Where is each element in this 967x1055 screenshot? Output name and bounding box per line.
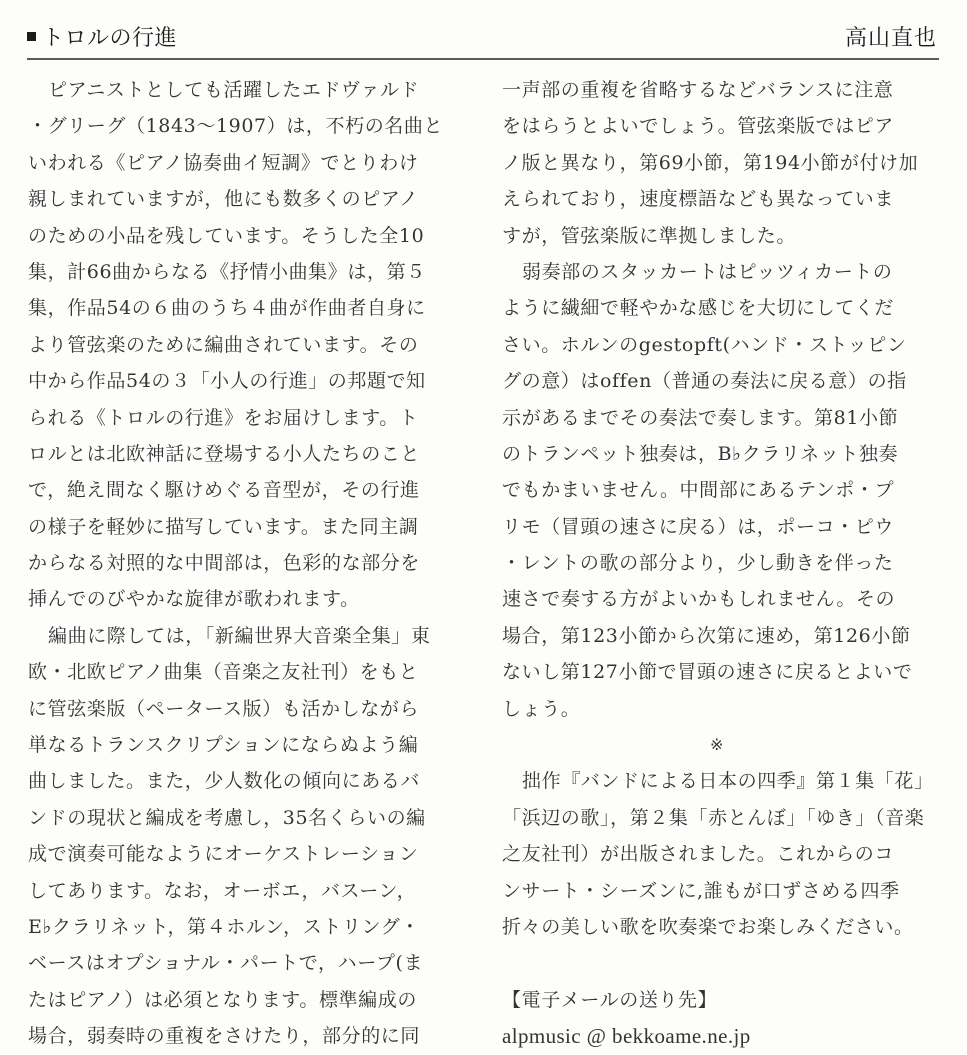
text-line: のトランペット独奏は，B♭クラリネット独奏 (502, 442, 899, 465)
right-column (502, 72, 942, 1055)
text-line: 示があるまでその奏法で奏します。第81小節 (502, 406, 899, 429)
text-line: 「浜辺の歌」，第２集「赤とんぼ」「ゆき」（音楽 (502, 806, 925, 829)
text-line: 拙作『バンドによる日本の四季』第１集「花」 (522, 770, 934, 793)
spacer (502, 945, 942, 981)
text-line: ように繊細で軽やかな感じを大切にしてくだ (502, 297, 895, 320)
text-line: E♭クラリネット，第４ホルン，ストリング・ (28, 915, 420, 938)
text-line: ンサート・シーズンに,誰もが口ずさめる四季 (502, 879, 900, 902)
text-line: えられており，速度標語なども異なっていま (502, 188, 895, 211)
text-line: ・レントの歌の部分より，少し動きを伴った (502, 552, 894, 575)
text-line: 集，作品54の６曲のうち４曲が作曲者自身に (28, 297, 426, 320)
author-name: 高山直也 (844, 26, 937, 51)
section-separator-icon: ※ (709, 735, 724, 755)
text-line: の様子を軽妙に描写しています。また同主調 (28, 515, 419, 538)
text-line: からなる対照的な中間部は，色彩的な部分を (28, 552, 421, 575)
text-line: リモ（冒頭の速さに戻る）は，ポーコ・ピウ (502, 515, 895, 538)
text-line: たはピアノ）は必須となります。標準編成の (28, 988, 417, 1011)
text-line: 欧・北欧ピアノ曲集（音楽之友社刊）をもと (28, 661, 419, 684)
text-line: してあります。なお，オーボエ，バスーン， (28, 879, 417, 902)
article-title (27, 21, 177, 52)
text-line: すが，管弦楽版に準拠しました。 (502, 224, 797, 247)
text-line: のための小品を残しています。そうした全10 (28, 224, 425, 247)
text-line: 単なるトランスクリプションにならぬよう編 (28, 734, 419, 757)
left-column (28, 72, 468, 1055)
text-line: さい。ホルンのgestopft(ハンド・ストッピン (502, 333, 907, 356)
text-line: 中から作品54の３「小人の行進」の邦題で知 (28, 370, 426, 393)
text-line: 挿んでのびやかな旋律が歌われます。 (28, 588, 360, 611)
text-line: 編曲に際しては，「新編世界大音楽全集」東 (48, 624, 431, 647)
text-line: ベースはオプショナル・パートで，ハープ(ま (28, 952, 424, 975)
text-line: 場合，第123小節から次第に速め，第126小節 (502, 624, 911, 647)
text-line: でもかまいません。中間部にあるテンポ・プ (502, 479, 895, 502)
text-line: ピアニストとしても活躍したエドヴァルド (48, 79, 420, 101)
page-header (27, 18, 939, 60)
text-line: ンドの現状と編成を考慮し，35名くらいの編 (28, 806, 426, 829)
text-line: しょう。 (502, 697, 581, 720)
text-line: 成で演奏可能なようにオーケストレーション (28, 843, 419, 866)
email-address: alpmusic @ bekkoame.ne.jp (502, 1024, 751, 1049)
text-line: 曲しました。また，少人数化の傾向にあるバ (28, 770, 421, 793)
text-line: 一声部の重複を省略するなどバランスに注意 (502, 79, 894, 101)
text-line: に管弦楽版（ペータース版）も活かしながら (28, 697, 420, 720)
text-line: 弱奏部のスタッカートはピッツィカートの (522, 260, 893, 283)
text-line: グの意）はoffen（普通の奏法に戻る意）の指 (502, 370, 907, 393)
article-title-text: トロルの行進 (42, 26, 178, 51)
text-line: 親しまれていますが，他にも数多くのピアノ (28, 188, 419, 211)
text-line: で，絶え間なく駆けめぐる音型が，その行進 (28, 479, 420, 502)
email-label: 【電子メールの送り先】 (502, 988, 718, 1011)
text-line: ノ版と異なり，第69小節，第194小節が付け加 (502, 151, 919, 174)
square-bullet-icon (27, 32, 36, 41)
text-line: ないし第127小節で冒頭の速さに戻るとよいで (502, 661, 913, 684)
text-line: ・グリーグ（1843〜1907）は，不朽の名曲と (28, 115, 444, 138)
text-line: 折々の美しい歌を吹奏楽でお楽しみください。 (502, 915, 914, 938)
text-line: をはらうとよいでしょう。管弦楽版ではピア (502, 115, 895, 138)
text-line: 速さで奏する方がよいかもしれません。その (502, 588, 896, 611)
text-line: 之友社刊）が出版されました。これからのコ (502, 843, 895, 866)
text-line: いわれる《ピアノ協奏曲イ短調》でとりわけ (28, 151, 419, 174)
text-line: 場合，弱奏時の重複をさけたり，部分的に同 (28, 1025, 421, 1048)
text-line: ロルとは北欧神話に登場する小人たちのこと (28, 442, 421, 465)
text-line: られる《トロルの行進》をお届けします。ト (28, 406, 419, 429)
text-line: より管弦楽のために編曲されています。その (28, 333, 419, 356)
text-line: 集，計66曲からなる《抒情小曲集》は，第５ (28, 260, 426, 283)
